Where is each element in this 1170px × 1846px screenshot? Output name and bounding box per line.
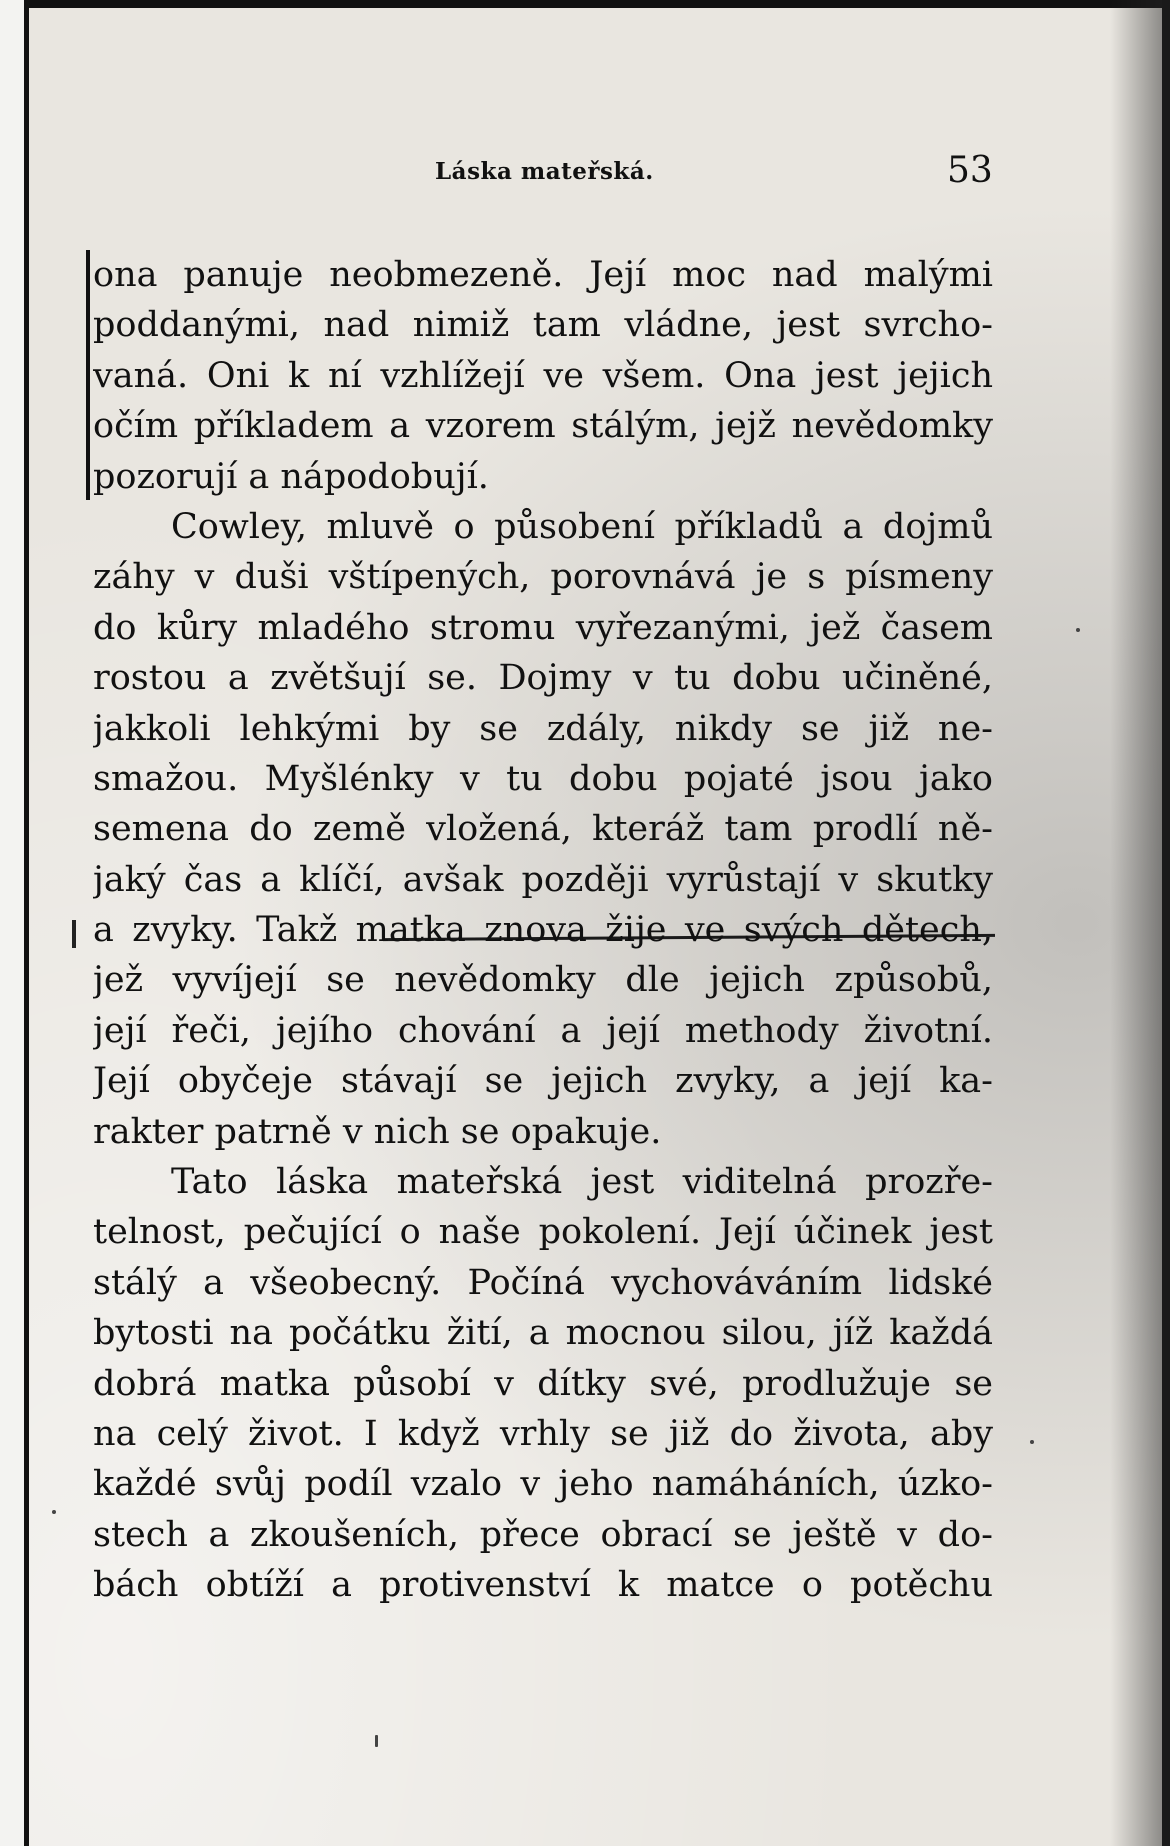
margin-pencil-mark: [72, 920, 76, 948]
text-line: dobrá matka působí v dítky své, prodlužuje se: [93, 1363, 993, 1404]
paper-speck: [1030, 1440, 1034, 1444]
text-line: stech a zkoušeních, přece obrací se ještě v do-: [93, 1514, 993, 1555]
text-line: Cowley, mluvě o působení příkladů a dojmů: [171, 506, 993, 547]
text-line: jakkoli lehkými by se zdály, nikdy se již ne-: [93, 708, 993, 749]
scan-left-margin: [0, 0, 24, 1846]
body-text: [93, 250, 993, 1611]
page-header: [95, 150, 995, 200]
binding-shadow: [1110, 0, 1170, 1846]
text-line: ona panuje neobmezeně. Její moc nad malými: [93, 255, 993, 295]
paper-speck: [375, 1735, 378, 1747]
text-line: její řeči, jejího chování a její methody životní.: [93, 1010, 993, 1051]
text-line: na celý život. I když vrhly se již do života, aby: [93, 1413, 993, 1454]
text-line: poddanými, nad nimiž tam vládne, jest svrcho-: [93, 305, 993, 346]
text-line: jaký čas a klíčí, avšak později vyrůstají v skutky: [93, 859, 993, 900]
text-line: semena do země vložená, kteráž tam prodlí ně-: [93, 809, 993, 850]
paper-speck: [1076, 628, 1080, 632]
text-line: a zvyky. Takž matka znova žije ve svých dětech,: [93, 910, 993, 951]
text-line: jež vyvíjejí se nevědomky dle jejich způsobů,: [93, 960, 993, 1001]
text-line: očím příkladem a vzorem stálým, jejž nevědomky: [93, 406, 993, 447]
text-line: rakter patrně v nich se opakuje.: [93, 1111, 662, 1152]
scan-left-rule: [24, 0, 29, 1846]
text-line: záhy v duši vštípených, porovnává je s písmeny: [93, 557, 993, 598]
scan-top-edge: [0, 0, 1170, 8]
page-number: 53: [947, 150, 993, 191]
text-line: bách obtíží a protivenství k matce o potěchu: [93, 1565, 993, 1606]
text-line: Její obyčeje stávají se jejich zvyky, a její ka-: [93, 1061, 993, 1102]
text-line: Tato láska mateřská jest viditelná prozře-: [171, 1162, 993, 1203]
margin-bracket-mark: [86, 250, 90, 500]
text-line: do kůry mladého stromu vyřezanými, jež časem: [93, 607, 993, 648]
running-head: Láska mateřská.: [435, 158, 654, 185]
text-line: smažou. Myšlénky v tu dobu pojaté jsou jako: [93, 758, 993, 799]
text-line: pozorují a nápodobují.: [93, 456, 489, 497]
scan-right-edge: [1162, 0, 1170, 1846]
paper-speck: [52, 1510, 56, 1514]
text-line: stálý a všeobecný. Počíná vychováváním lidské: [93, 1262, 993, 1303]
text-line: vaná. Oni k ní vzhlížejí ve všem. Ona jest jejich: [93, 355, 993, 396]
text-line: každé svůj podíl vzalo v jeho namáháních, úzko-: [93, 1464, 993, 1505]
text-line: telnost, pečující o naše pokolení. Její účinek jest: [93, 1212, 993, 1253]
text-line: bytosti na počátku žití, a mocnou silou, jíž každá: [93, 1313, 993, 1354]
text-line: rostou a zvětšují se. Dojmy v tu dobu učiněné,: [93, 658, 993, 699]
